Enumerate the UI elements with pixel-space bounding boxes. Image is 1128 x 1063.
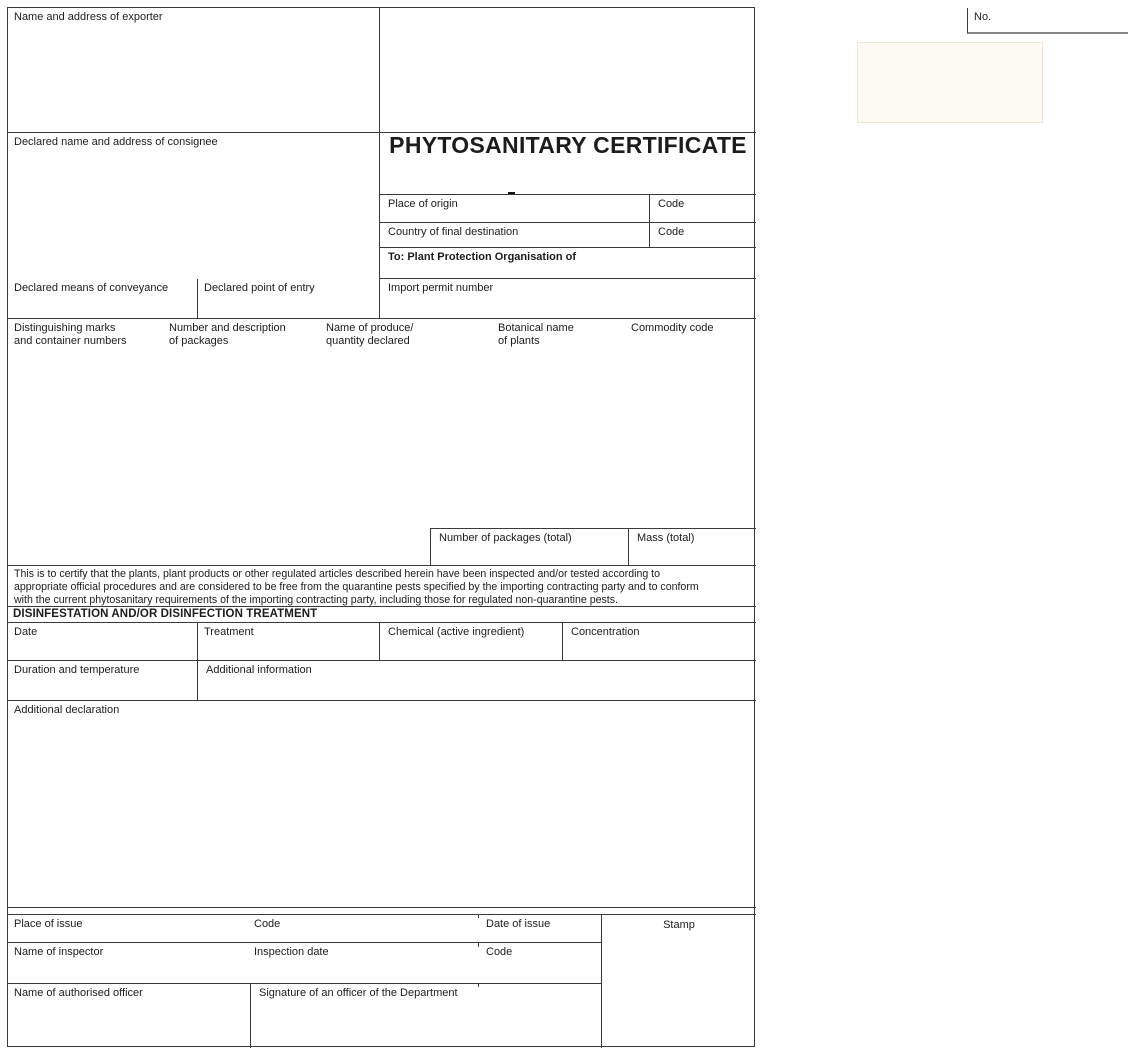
chemical-field[interactable] <box>380 623 563 661</box>
exporter-label: Name and address of exporter <box>14 11 163 23</box>
additional-declaration-label: Additional declaration <box>14 704 120 716</box>
issue-code-label: Code <box>254 918 281 930</box>
watermark-ghost <box>857 42 1043 123</box>
import-permit-field[interactable] <box>380 279 756 319</box>
authorised-officer-label: Name of authorised officer <box>14 987 143 999</box>
packages-total-field[interactable] <box>430 528 628 566</box>
destination-label: Country of final destination <box>388 226 519 238</box>
column-header-botanical: Botanical name of plants <box>498 322 574 347</box>
tick-artifact <box>478 943 479 947</box>
destination-field[interactable] <box>380 223 650 248</box>
inspector-code-label: Code <box>486 946 513 958</box>
consignee-field[interactable] <box>8 133 380 279</box>
certificate-header-area <box>380 8 992 133</box>
inspector-label: Name of inspector <box>14 946 104 958</box>
duration-temperature-field[interactable] <box>8 661 198 701</box>
stamp-label: Stamp <box>663 919 695 931</box>
column-header-produce: Name of produce/ quantity declared <box>326 322 414 347</box>
place-of-issue-row[interactable] <box>8 914 601 943</box>
artifact-mark <box>508 192 515 194</box>
packages-total-label: Number of packages (total) <box>439 532 572 544</box>
mass-total-label: Mass (total) <box>637 532 695 544</box>
form-title-text: PHYTOSANITARY CERTIFICATE <box>389 132 747 158</box>
exporter-field[interactable] <box>8 8 380 133</box>
place-of-issue-label: Place of issue <box>14 918 83 930</box>
conveyance-field[interactable] <box>8 279 198 319</box>
place-of-origin-label: Place of origin <box>388 198 458 210</box>
point-of-entry-label: Declared point of entry <box>204 282 315 294</box>
certificate-number-label: No. <box>974 11 992 23</box>
chemical-label: Chemical (active ingredient) <box>388 626 525 638</box>
authorised-officer-field[interactable] <box>8 984 251 1048</box>
column-header-commodity: Commodity code <box>631 322 714 334</box>
certification-statement: This is to certify that the plants, plant products or other regulated articles described herein have been inspected and/or tested according to appropriate official procedures and are considered to be free from the quarantine pests specified by the importing contracting party and to conform with the current phytosanitary requirements of the importing contracting party, including those for regulated non-quarantine pests. <box>8 566 756 607</box>
inspection-date-label: Inspection date <box>254 946 329 958</box>
duration-temperature-label: Duration and temperature <box>14 664 140 676</box>
mass-total-field[interactable] <box>628 528 756 566</box>
stamp-area[interactable] <box>601 914 756 1048</box>
treatment-label: Treatment <box>204 626 254 638</box>
additional-information-field[interactable] <box>198 661 756 701</box>
date-of-issue-label: Date of issue <box>486 918 551 930</box>
destination-code-label: Code <box>658 226 685 238</box>
signature-label: Signature of an officer of the Department <box>259 987 458 999</box>
concentration-label: Concentration <box>571 626 640 638</box>
treatment-date-label: Date <box>14 626 38 638</box>
to-organisation-label: To: Plant Protection Organisation of <box>388 251 577 263</box>
destination-code-field[interactable] <box>650 223 756 248</box>
import-permit-label: Import permit number <box>388 282 494 294</box>
inspector-row[interactable] <box>8 943 601 984</box>
origin-code-field[interactable] <box>650 195 756 223</box>
point-of-entry-field[interactable] <box>198 279 380 319</box>
treatment-section-title: DISINFESTATION AND/OR DISINFECTION TREATMENT <box>8 607 756 623</box>
certificate-form <box>7 7 992 1047</box>
column-header-packages: Number and description of packages <box>169 322 286 347</box>
concentration-field[interactable] <box>563 623 756 661</box>
conveyance-label: Declared means of conveyance <box>14 282 169 294</box>
tick-artifact <box>478 984 479 987</box>
certificate-number-field[interactable] <box>967 8 1128 34</box>
column-header-marks: Distinguishing marks and container numbers <box>14 322 127 347</box>
consignee-label: Declared name and address of consignee <box>14 136 218 148</box>
form-title <box>380 133 756 195</box>
treatment-field[interactable] <box>198 623 380 661</box>
signature-field[interactable] <box>251 984 601 1048</box>
additional-declaration-field[interactable] <box>8 701 756 908</box>
treatment-date-field[interactable] <box>8 623 198 661</box>
place-of-origin-field[interactable] <box>380 195 650 223</box>
additional-information-label: Additional information <box>206 664 312 676</box>
to-organisation-field[interactable] <box>380 248 756 279</box>
tick-artifact <box>478 914 479 918</box>
origin-code-label: Code <box>658 198 685 210</box>
